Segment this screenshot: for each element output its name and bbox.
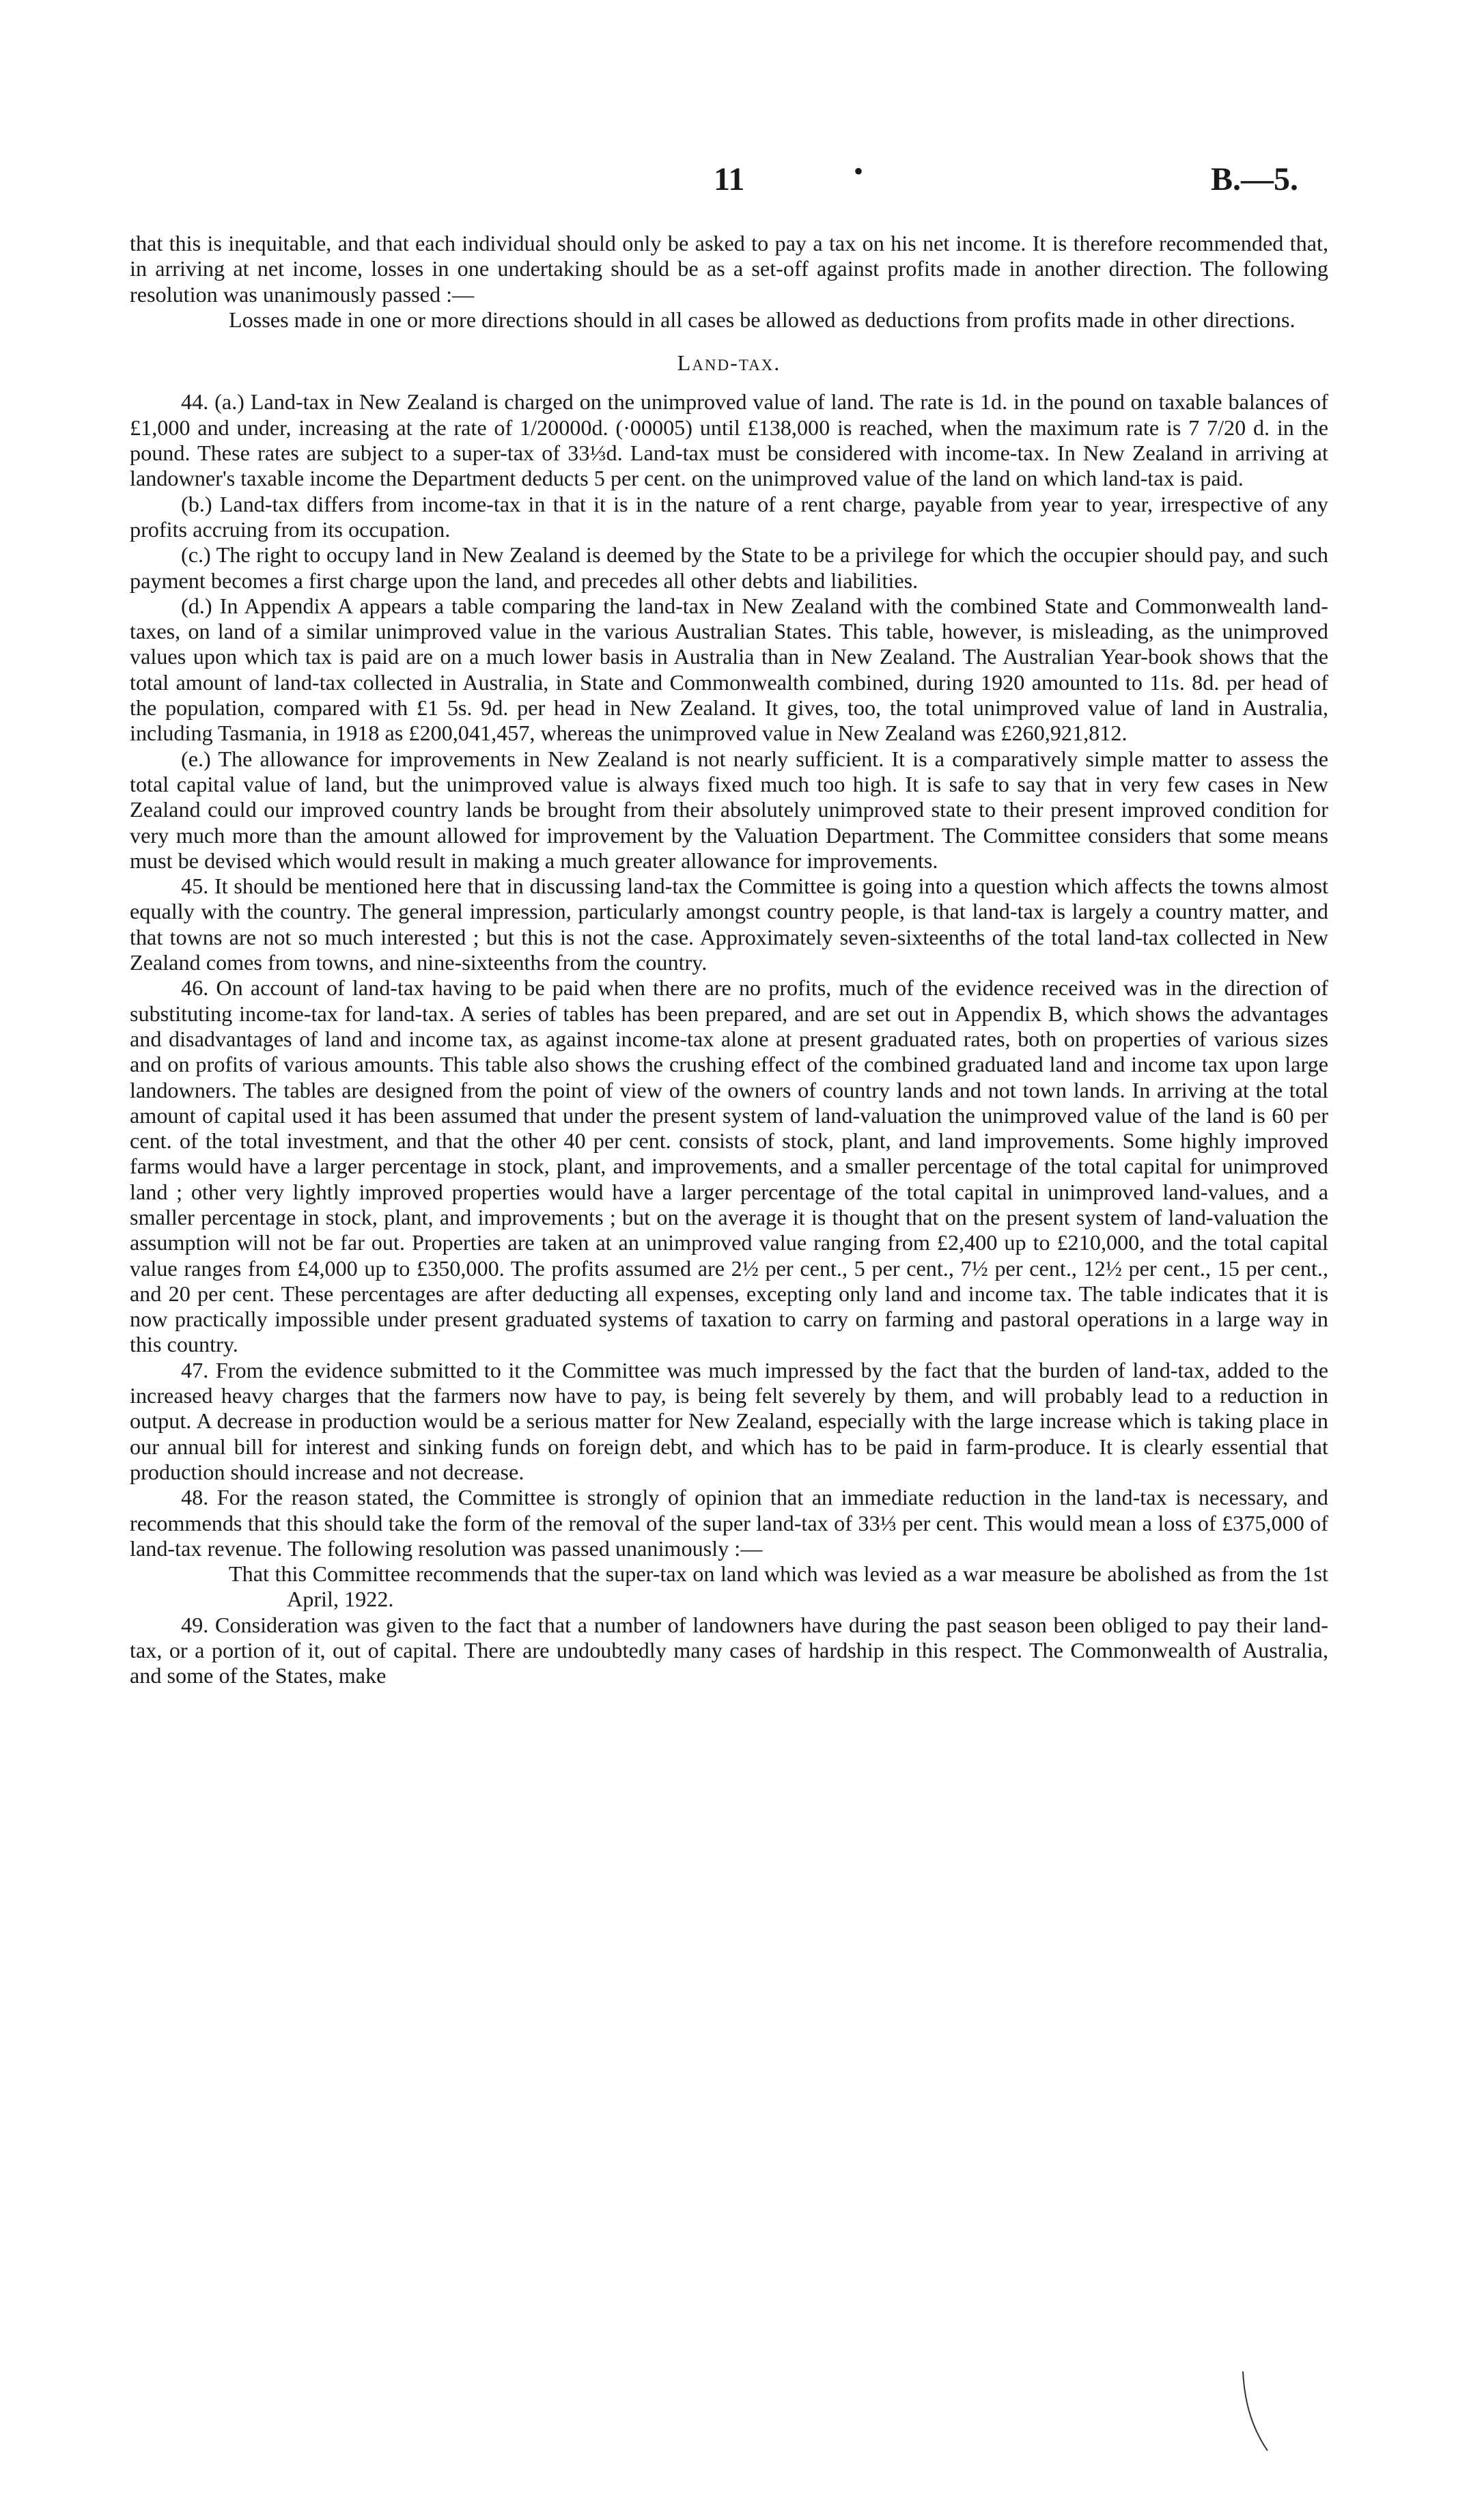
stray-mark: • bbox=[854, 156, 864, 186]
page-number: 11 bbox=[714, 161, 745, 197]
document-reference: B.—5. bbox=[1210, 161, 1298, 197]
resolution-super-tax: That this Committee recommends that the super-tax on land which was levied as a war measure be abolished as from the 1st April, 1922. bbox=[229, 1561, 1328, 1612]
paragraph-47: 47. From the evidence submitted to it the Committee was much impressed by the fact that the burden of land-tax, added to the increased heavy charges that the farmers now have to pay, is being felt severely by them, and will probably lead to a reduction in output. A decrease in production would be a serious matter for New Zealand, especially with the large increase which is taking place in our annual bill for interest and sinking funds on foreign debt, and which has to be paid in farm-produce. It is clearly essential that production should increase and not decrease. bbox=[130, 1357, 1328, 1484]
paragraph-continued: that this is inequitable, and that each individual should only be asked to pay a tax on his net income. It is therefore recommended that, in arriving at net income, losses in one undertaking should be as a set-off against profits made in another direction. The following resolution was unanimously passed :— bbox=[130, 231, 1328, 307]
paragraph-49: 49. Consideration was given to the fact that a number of landowners have during the past season been obliged to pay their land-tax, or a portion of it, out of capital. There are undoubtedly many cases of hardship in this respect. The Commonwealth of Australia, and some of the States, make bbox=[130, 1612, 1328, 1688]
paragraph-44d: (d.) In Appendix A appears a table comparing the land-tax in New Zealand with the combined State and Commonwealth land-taxes, on land of a similar unimproved value in the various Australian States. This table, however, is misleading, as the unimproved values upon which tax is paid are on a much lower basis in Australia than in New Zealand. The Australian Year-book shows that the total amount of land-tax collected in Australia, in State and Commonwealth combined, during 1920 amounted to 11s. 8d. per head of the population, compared with £1 5s. 9d. per head in New Zealand. It gives, too, the total unimproved value of land in Australia, including Tasmania, in 1918 as £200,041,457, whereas the unimproved value in New Zealand was £260,921,812. bbox=[130, 593, 1328, 746]
page-header bbox=[0, 156, 1484, 201]
paragraph-46: 46. On account of land-tax having to be paid when there are no profits, much of the evidence received was in the direction of substituting income-tax for land-tax. A series of tables has been prepared, and are set out in Appendix B, which shows the advantages and disadvantages of land and income tax, as against income-tax alone at present graduated rates, both on properties of various sizes and on profits of various amounts. This table also shows the crushing effect of the combined graduated land and income tax upon large landowners. The tables are designed from the point of view of the owners of country lands and not town lands. In arriving at the total amount of capital used it has been assumed that under the present system of land-valuation the unimproved value of the land is 60 per cent. of the total investment, and that the other 40 per cent. consists of stock, plant, and land improvements. Some highly improved farms would have a larger percentage in stock, plant, and improvements, and a smaller percentage of the total capital for unimproved land ; other very lightly improved properties would have a larger percentage of the total capital in unimproved land-values, and a smaller percentage in stock, plant, and improvements ; but on the average it is thought that on the present system of land-valuation the assumption will not be far out. Properties are taken at an unimproved value ranging from £2,400 up to £210,000, and the total capital value ranges from £4,000 up to £350,000. The profits assumed are 2½ per cent., 5 per cent., 7½ per cent., 12½ per cent., 15 per cent., and 20 per cent. These percentages are after deducting all expenses, excepting only land and income tax. The table indicates that it is now practically impossible under present graduated systems of taxation to carry on farming and pastoral operations in a large way in this country. bbox=[130, 975, 1328, 1357]
section-heading-land-tax: Land-tax. bbox=[677, 350, 781, 376]
pen-stroke-mark bbox=[1237, 2370, 1272, 2452]
paragraph-45: 45. It should be mentioned here that in discussing land-tax the Committee is going into a question which affects the towns almost equally with the country. The general impression, particularly amongst country people, is that land-tax is largely a country matter, and that towns are not so much interested ; but this is not the case. Approximately seven-sixteenths of the total land-tax collected in New Zealand comes from towns, and nine-sixteenths from the country. bbox=[130, 874, 1328, 975]
paragraph-48: 48. For the reason stated, the Committee is strongly of opinion that an immediate reduction in the land-tax is necessary, and recommends that this should take the form of the removal of the super land-tax of 33⅓ per cent. This would mean a loss of £375,000 of land-tax revenue. The following resolution was passed unanimously :— bbox=[130, 1485, 1328, 1561]
document-body bbox=[130, 231, 1328, 1689]
paragraph-44b: (b.) Land-tax differs from income-tax in that it is in the nature of a rent charge, payable from year to year, irrespective of any profits accruing from its occupation. bbox=[130, 491, 1328, 542]
resolution-losses: Losses made in one or more directions should in all cases be allowed as deductions from profits made in other directions. bbox=[229, 307, 1296, 332]
paragraph-44c: (c.) The right to occupy land in New Zealand is deemed by the State to be a privilege for which the occupier should pay, and such payment becomes a first charge upon the land, and precedes all other debts and liabilities. bbox=[130, 542, 1328, 593]
paragraph-44a: 44. (a.) Land-tax in New Zealand is charged on the unimproved value of land. The rate is 1d. in the pound on taxable balances of £1,000 and under, increasing at the rate of 1/20000d. (·00005) until £138,000 is reached, when the maximum rate is 7 7/20 d. in the pound. These rates are subject to a super-tax of 33⅓d. Land-tax must be considered with income-tax. In New Zealand in arriving at landowner's taxable income the Department deducts 5 per cent. on the unimproved value of the land on which land-tax is paid. bbox=[130, 389, 1328, 491]
paragraph-44e: (e.) The allowance for improvements in New Zealand is not nearly sufficient. It is a comparatively simple matter to assess the total capital value of land, but the unimproved value is always fixed much too high. It is safe to say that in very few cases in New Zealand could our improved country lands be brought from their absolutely unimproved state to their present improved condition for very much more than the amount allowed for improvement by the Valuation Department. The Committee considers that some means must be devised which would result in making a much greater allowance for improvements. bbox=[130, 746, 1328, 873]
